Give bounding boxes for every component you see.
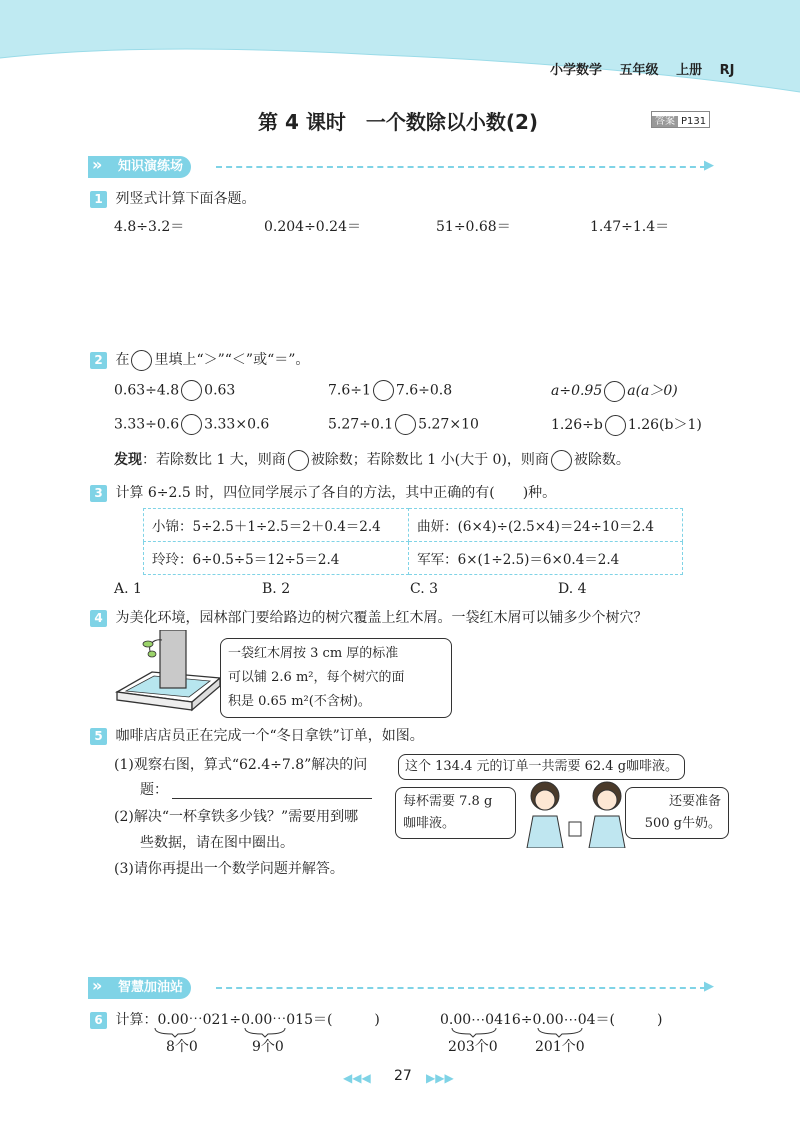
answer-page: P131 — [681, 116, 707, 127]
tree-pit-note — [220, 638, 452, 718]
q6-brace-label: 8个0 — [166, 1039, 198, 1055]
q2-left: 1.26÷b — [551, 417, 603, 433]
double-chevron-icon: » — [92, 976, 103, 995]
header-info — [550, 59, 735, 78]
q1-item: 1.47÷1.4＝ — [590, 219, 670, 235]
question-1 — [90, 188, 255, 208]
section-bonus-banner — [88, 977, 191, 999]
answer-circle[interactable] — [181, 414, 202, 435]
q5-part3: (3)请你再提出一个数学问题并解答。 — [114, 861, 344, 877]
answer-circle[interactable] — [131, 350, 152, 371]
q1-item: 51÷0.68＝ — [436, 219, 511, 235]
order-bubble: 这个 134.4 元的订单一共需要 62.4 g咖啡液。 — [398, 754, 685, 780]
q1-item: 4.8÷3.2＝ — [114, 219, 185, 235]
question-stem: 咖啡店店员正在完成一个“冬日拿铁”订单，如图。 — [115, 728, 424, 744]
q2-left: 5.27÷0.1 — [328, 416, 394, 433]
double-chevron-icon: » — [92, 155, 103, 174]
q2-row-1 — [551, 380, 678, 402]
q2-row-2 — [114, 414, 269, 435]
prev-arrows-icon: ◀◀◀ — [343, 1071, 371, 1085]
method-cell: 军军：6×(1÷2.5)＝6×0.4＝2.4 — [409, 542, 683, 575]
note-line: 可以铺 2.6 m²，每个树穴的面 — [228, 670, 405, 685]
bubble-line: 还要准备 — [668, 794, 721, 809]
note-line: 积是 0.65 m²(不含树)。 — [228, 694, 371, 709]
option-a[interactable]: A. 1 — [114, 581, 142, 597]
answer-ref — [651, 111, 710, 128]
q1-item: 0.204÷0.24＝ — [264, 219, 361, 235]
q2-right: 3.33×0.6 — [204, 416, 270, 433]
answer-label: 答案 — [652, 116, 678, 127]
question-4 — [90, 607, 647, 627]
q2-right: 0.63 — [204, 382, 236, 399]
bubble-line: 每杯需要 7.8 g — [403, 794, 493, 809]
answer-line[interactable] — [172, 784, 372, 799]
q5-part1-label: 题： — [140, 782, 168, 798]
option-b[interactable]: B. 2 — [262, 581, 291, 597]
method-cell: 曲妍：(6×4)÷(2.5×4)＝24÷10＝2.4 — [409, 509, 683, 542]
note-line: 一袋红木屑按 3 cm 厚的标准 — [228, 646, 399, 661]
q2-row-1 — [114, 380, 235, 401]
q2-right: 7.6÷0.8 — [395, 382, 453, 399]
section-practice-title: 知识演练场 — [118, 159, 184, 174]
question-stem-b: 里填上“＞”“＜”或“＝”。 — [154, 352, 310, 368]
q2-right: 5.27×10 — [418, 416, 479, 433]
q2-right: a(a＞0) — [627, 383, 678, 399]
arrow-icon: ▶ — [704, 979, 714, 994]
answer-circle[interactable] — [181, 380, 202, 401]
q2-left: 3.33÷0.6 — [114, 416, 180, 433]
header-volume: 上册 — [676, 63, 703, 78]
answer-circle[interactable] — [288, 450, 309, 471]
tree-pit-illustration — [112, 630, 222, 712]
question-number: 2 — [90, 352, 107, 369]
cafe-staff-illustration — [505, 778, 645, 848]
next-arrows-icon: ▶▶▶ — [426, 1071, 454, 1085]
question-stem: 计算 6÷2.5 时，四位同学展示了各自的方法，其中正确的有( )种。 — [115, 485, 557, 501]
bubble-line: 500 g牛奶。 — [644, 816, 721, 831]
question-number: 5 — [90, 728, 107, 745]
q6-expr-1: 0.00⋯021÷0.00⋯015＝( ) — [157, 1012, 380, 1028]
option-d[interactable]: D. 4 — [558, 581, 587, 597]
q6-brace-label: 203个0 — [448, 1039, 498, 1055]
q2-row-1 — [328, 380, 452, 401]
methods-table — [143, 508, 683, 575]
coffee-bubble — [395, 787, 516, 839]
answer-circle[interactable] — [605, 415, 626, 436]
question-3 — [90, 482, 556, 502]
question-stem: 列竖式计算下面各题。 — [115, 191, 256, 207]
section-bonus-title: 智慧加油站 — [118, 980, 184, 995]
answer-circle[interactable] — [604, 381, 625, 402]
finding-label: 发现 — [114, 452, 142, 468]
q6-expr-2: 0.00⋯0416÷0.00⋯04＝( ) — [440, 1012, 663, 1028]
method-cell: 玲玲：6÷0.5÷5＝12÷5＝2.4 — [144, 542, 409, 575]
q2-row-2 — [551, 414, 702, 436]
table-row — [144, 509, 683, 542]
answer-circle[interactable] — [395, 414, 416, 435]
q5-part2-line2: 些数据，请在图中圈出。 — [140, 835, 294, 851]
answer-circle[interactable] — [551, 450, 572, 471]
question-number: 4 — [90, 610, 107, 627]
q6-brace-label: 9个0 — [252, 1039, 284, 1055]
question-stem: 为美化环境，园林部门要给路边的树穴覆盖上红木屑。一袋红木屑可以铺多少个树穴？ — [115, 610, 648, 626]
header-edition: RJ — [719, 63, 735, 78]
q2-left: 7.6÷1 — [328, 382, 371, 399]
q2-left: a÷0.95 — [551, 383, 603, 399]
q2-row-2 — [328, 414, 479, 435]
question-number: 1 — [90, 191, 107, 208]
q5-part1-line1: (1)观察右图，算式“62.4÷7.8”解决的问 — [114, 757, 368, 773]
q6-label: 计算： — [115, 1012, 158, 1028]
q5-part1-line2 — [140, 779, 372, 799]
section-bonus-line — [216, 987, 706, 989]
q2-right: 1.26(b＞1) — [627, 417, 702, 433]
finding-text-a: ：若除数比 1 大，则商 — [142, 452, 286, 468]
page-title: 第 4 课时 一个数除以小数(2) — [258, 110, 539, 134]
header-subject: 小学数学 — [550, 63, 603, 78]
section-practice-line — [216, 166, 706, 168]
section-practice-banner — [88, 156, 191, 178]
page-number: 27 — [394, 1068, 412, 1084]
milk-bubble — [625, 787, 729, 839]
q2-left: 0.63÷4.8 — [114, 382, 180, 399]
header-grade: 五年级 — [619, 63, 659, 78]
header-wave — [0, 0, 800, 100]
finding-text-b: 被除数；若除数比 1 小(大于 0)，则商 — [310, 452, 549, 468]
question-number: 3 — [90, 485, 107, 502]
q6-brace-label: 201个0 — [535, 1039, 585, 1055]
q2-finding — [114, 449, 630, 471]
option-c[interactable]: C. 3 — [410, 581, 439, 597]
bubble-line: 咖啡液。 — [403, 816, 456, 831]
question-5 — [90, 725, 424, 745]
finding-text-c: 被除数。 — [573, 452, 630, 468]
question-2 — [90, 349, 309, 371]
answer-circle[interactable] — [373, 380, 394, 401]
method-cell: 小锦：5÷2.5＋1÷2.5＝2＋0.4＝2.4 — [144, 509, 409, 542]
q5-part2-line1: (2)解决“一杯拿铁多少钱？”需要用到哪 — [114, 809, 359, 825]
table-row — [144, 542, 683, 575]
arrow-icon: ▶ — [704, 158, 714, 173]
question-number: 6 — [90, 1012, 107, 1029]
question-stem-a: 在 — [115, 352, 130, 368]
